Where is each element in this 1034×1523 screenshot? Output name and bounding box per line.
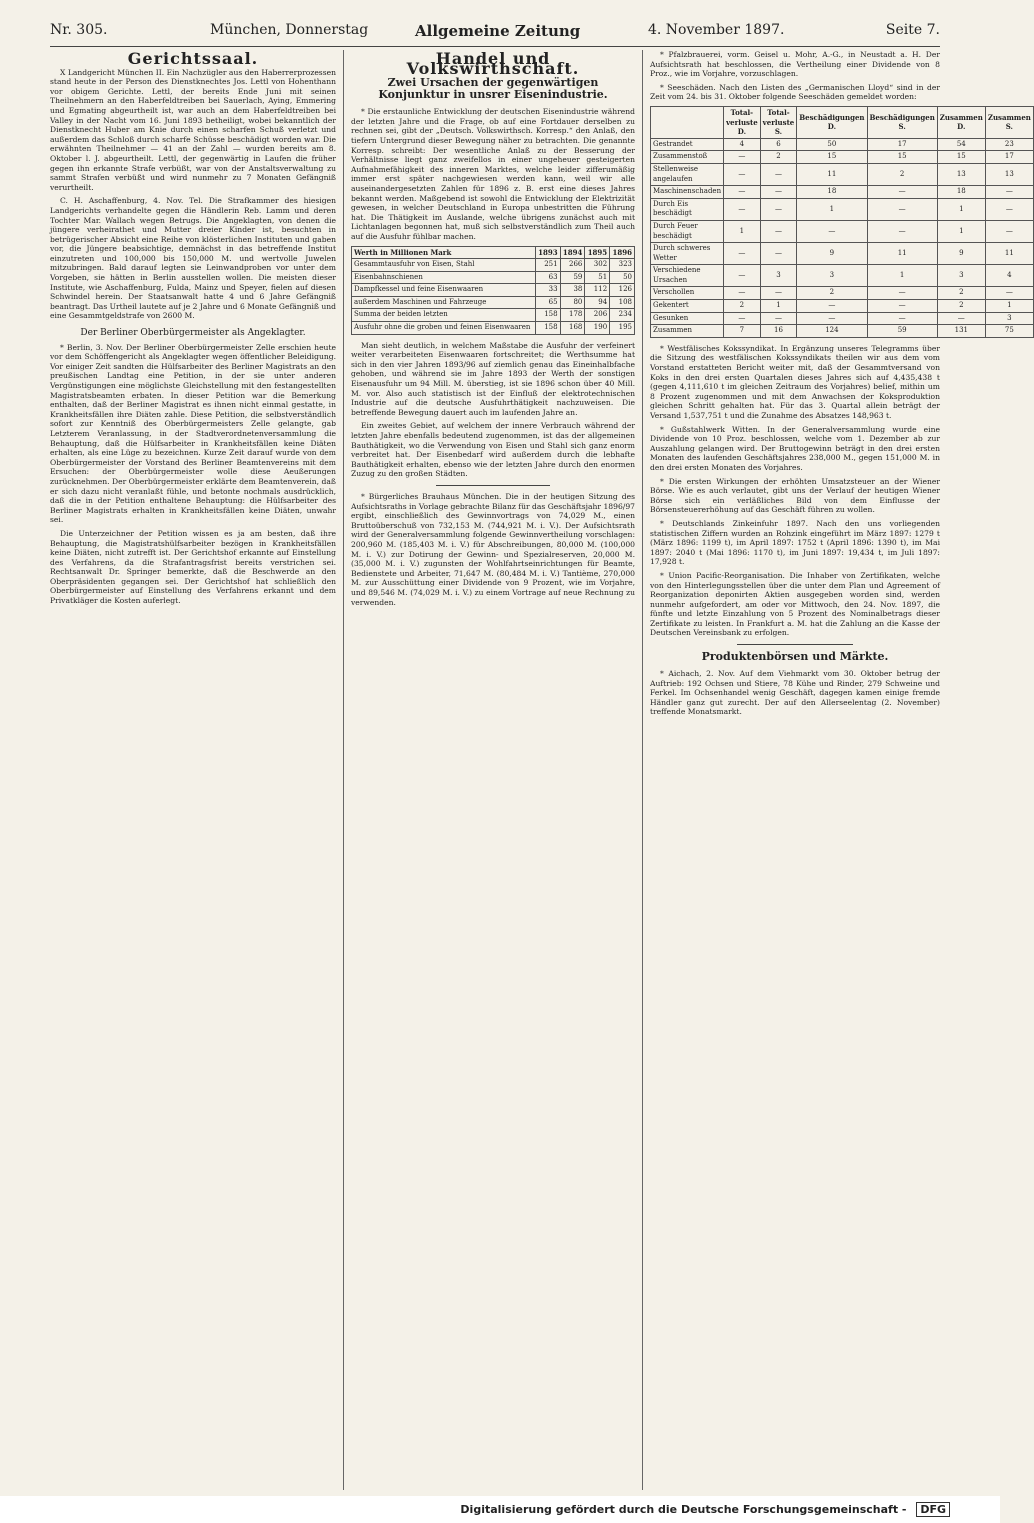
table-cell: 323 (610, 259, 635, 272)
table-cell: 11 (985, 243, 1033, 265)
table-cell: Gekentert (651, 300, 724, 313)
table-header-cell: Total-verluste S. (760, 106, 797, 138)
table-cell: 4 (724, 138, 761, 151)
table-cell: — (724, 163, 761, 185)
table-header-cell (651, 106, 724, 138)
table-cell: — (985, 220, 1033, 242)
table-row (651, 138, 1034, 151)
table-cell: 108 (610, 296, 635, 309)
table-cell: Eisenbahnschienen (352, 271, 536, 284)
article-text: X Landgericht München II. Ein Nachzügler aus den Haberrerprozessen stand heute in der Person des Dienstknechtes Jos. Lettl von Hohenthann vor obigem Gerichte. Lettl, der bereits Ende Juni mit seinen Theilnehmern an den Haberfeldtreiben bei Sauerlach, Aying, Emmering und Egmating abgeurtheilt ist, war auch an dem Haberfeldtreiben bei Valley in der Nacht vom 16. Juni 1893 betheiligt, wobei bekanntlich der Dienstknecht Huber am Knie durch einen scharfen Schuß verletzt und außerdem das Schloß durch scharfe Schüsse beschädigt worden war. Die erwähnten Theilnehmer — 41 an der Zahl — wurden bereits am 8. Oktober l. J. abgeurtheilt. Lettl, der gegenwärtig in Laufen die früher gegen ihn erkannte Strafe verbüßt, war von der Anstaltsverwaltung zu sammt Strafen verbüßt und wird nunmehr zu 7 Monaten Gefängniß verurtheilt. (50, 67, 336, 192)
table-cell: 158 (535, 309, 560, 322)
table-cell: — (724, 312, 761, 325)
article-text: * Pfalzbrauerei, vorm. Geisel u. Mohr, A.-G., in Neustadt a. H. Der Aufsichtsrath hat beschlossen, die Vertheilung einer Dividende von 8 Proz., wie im Vorjahre, vorzuschlagen. (650, 50, 940, 79)
table-cell: Zusammen (651, 325, 724, 338)
footer-bar (0, 1496, 1000, 1523)
table-cell: 50 (797, 138, 867, 151)
table-cell: 112 (585, 284, 610, 297)
page-number: Seite 7. (885, 22, 940, 38)
table-cell: 2 (867, 163, 937, 185)
sea-damage-header-row (651, 106, 1034, 138)
table-header-cell: Beschädigungen S. (867, 106, 937, 138)
table-cell: Stellenweise angelaufen (651, 163, 724, 185)
article-separator (737, 644, 853, 645)
article-text: * Bürgerliches Brauhaus München. Die in der heutigen Sitzung des Aufsichtsraths in Vorlage gebrachte Bilanz für das Geschäftsjahr 1896/97 ergibt, einschließlich des Gewinnvortrags von 74,029 M., einen Bruttoüberschuß von 732,153 M. (744,921 M. i. V.). Der Aufsichtsrath wird der Generalversammlung folgende Gewinnvertheilung vorschlagen: 200,960 M. (185,403 M. i. V.) für Abschreibungen, 80,000 M. (100,000 M. i. V.) zur Dotirung der Gewinn- und Spezialreserven, 20,000 M. (35,000 M. i. V.) zugunsten der Wohlfahrtseinrichtungen für Beamte, Bedienstete und Arbeiter, 71,647 M. (80,484 M. i. V.) Tantième, 270,000 M. zur Ausschüttung einer Dividende von 9 Prozent, wie im Vorjahre, und 89,546 M. (74,029 M. i. V.) zu einem Vortrage auf neue Rechnung zu verwenden. (351, 491, 635, 607)
table-cell: 15 (797, 151, 867, 164)
table-cell: Durch Eis beschädigt (651, 198, 724, 220)
table-cell: 16 (760, 325, 797, 338)
table-cell: 2 (937, 287, 985, 300)
table-cell: — (867, 312, 937, 325)
table-cell: 13 (985, 163, 1033, 185)
article-text: * Deutschlands Zinkeinfuhr 1897. Nach den uns vorliegenden statistischen Ziffern wurden an Rohzink eingeführt im März 1897: 1279 t (März 1896: 1199 t), im April 1897: 1752 t (April 1896: 1390 t), im Mai 1897: 2040 t (Mai 1896: 1170 t), im Juni 1897: 19,434 t, im Juli 1897: 17,928 t. (650, 518, 940, 567)
table-cell: 23 (985, 138, 1033, 151)
table-cell: 38 (560, 284, 585, 297)
article-text: * Union Pacific-Reorganisation. Die Inhaber von Zertifikaten, welche von den Hinterlegungsstellen über die unter dem Plan und Agreement of Reorganization deponirten Aktien ausgegeben worden sind, werden nunmehr aufgefordert, am oder vor Mittwoch, den 24. Nov. 1897, die fünfte und letzte Einzahlung von 5 Prozent des Nominalbetrags dieser Zertifikate zu leisten. In Frankfurt a. M. hat die Zahlung an die Kasse der Deutschen Vereinsbank zu erfolgen. (650, 570, 940, 638)
sea-damage-table (650, 106, 1034, 338)
footer-text: Digitalisierung gefördert durch die Deutsche Forschungsgemeinschaft - (460, 1503, 911, 1516)
table-cell: — (760, 287, 797, 300)
table-cell: — (867, 220, 937, 242)
table-cell: — (985, 198, 1033, 220)
table-cell: — (867, 198, 937, 220)
article-headline: Zwei Ursachen der gegenwärtigen Konjunktur in unsrer Eisenindustrie. (378, 76, 608, 102)
table-row (651, 287, 1034, 300)
table-cell: 3 (797, 265, 867, 287)
table-cell: — (724, 287, 761, 300)
year-header: 1894 (560, 246, 585, 259)
table-header-cell: Total-verluste D. (724, 106, 761, 138)
table-row (352, 284, 635, 297)
article-separator (436, 485, 550, 486)
article-text: * Die ersten Wirkungen der erhöhten Umsatzsteuer an der Wiener Börse. Wie es auch verlautet, gibt uns der Verlauf der heutigen Wiener Börse sich ein verläßliches Bild von dem Einflusse der Börsensteuererhöhung auf das Geschäft führen zu wollen. (650, 476, 940, 515)
year-header: 1896 (610, 246, 635, 259)
year-header: 1893 (535, 246, 560, 259)
table-cell: 15 (867, 151, 937, 164)
table-row (651, 312, 1034, 325)
dfg-logo: DFG (916, 1502, 950, 1517)
table-cell: 94 (585, 296, 610, 309)
table-cell: 2 (797, 287, 867, 300)
section-title-gerichtssaal: Gerichtssaal. (127, 49, 259, 68)
table-cell: — (724, 198, 761, 220)
place-date: München, Donnerstag (210, 22, 369, 38)
table-cell: 190 (585, 322, 610, 335)
table-row (352, 271, 635, 284)
table-row (651, 265, 1034, 287)
section-title-produktenboersen: Produktenbörsen und Märkte. (701, 650, 889, 664)
article-subtitle: Der Berliner Oberbürgermeister als Angeklagter. (80, 328, 306, 339)
table-row (352, 322, 635, 335)
table-cell: 17 (867, 138, 937, 151)
table-cell: 63 (535, 271, 560, 284)
table-cell: — (867, 186, 937, 199)
table-row (651, 163, 1034, 185)
table-cell: — (724, 186, 761, 199)
table-cell: — (760, 186, 797, 199)
table-cell: 131 (937, 325, 985, 338)
table-cell: — (760, 243, 797, 265)
table-cell: — (985, 186, 1033, 199)
table-cell: 206 (585, 309, 610, 322)
table-cell: 126 (610, 284, 635, 297)
section-title-handel: Handel und Volkswirthschaft. (406, 49, 580, 78)
table-cell: — (724, 151, 761, 164)
table-row (651, 198, 1034, 220)
masthead: Allgemeine Zeitung (415, 22, 581, 40)
table-row (352, 259, 635, 272)
table-cell: 7 (724, 325, 761, 338)
table-cell: 4 (985, 265, 1033, 287)
table-cell: Dampfkessel und feine Eisenwaaren (352, 284, 536, 297)
table-row (651, 220, 1034, 242)
table-cell: 18 (797, 186, 867, 199)
article-text: * Aichach, 2. Nov. Auf dem Viehmarkt vom 30. Oktober betrug der Auftrieb: 192 Ochsen und Stiere, 78 Kühe und Rinder, 279 Schweine und Ferkel. Im Ochsenhandel wenig Geschäft, dagegen kamen einige fremde Händler ganz gut zurecht. Der auf den Allerseelentag (2. November) treffende Monatsmarkt. (650, 669, 940, 717)
table-row (651, 186, 1034, 199)
table-cell: Verschollen (651, 287, 724, 300)
table-cell: 234 (610, 309, 635, 322)
table-header-cell: Beschädigungen D. (797, 106, 867, 138)
table-cell: — (724, 265, 761, 287)
table-cell: Zusammenstoß (651, 151, 724, 164)
table-cell: 266 (560, 259, 585, 272)
table-cell: — (797, 312, 867, 325)
table-cell: Gestrandet (651, 138, 724, 151)
table-cell: 3 (985, 312, 1033, 325)
article-text: Man sieht deutlich, in welchem Maßstabe die Ausfuhr der verfeinert weiter verarbeiteten Eisenwaaren fortschreitet; die Werthsumme hat sich in den vier Jahren 1893/96 auf ziemlich genau das Eineinhalbfache gehoben, und während sie im Jahre 1893 der Werth der sonstigen Eisenausfuhr um 94 Mill. M. überstieg, ist sie 1896 schon über 40 Mill. M. vor. Also auch statistisch ist der Einfluß der elektrotechnischen Industrie auf die deutsche Ausfuhrthätigkeit nachzuweisen. Die betreffende Bewegung dauert auch im laufenden Jahre an. (351, 340, 635, 417)
table-cell: 1 (937, 198, 985, 220)
table-row (651, 151, 1034, 164)
footer-credit (460, 1502, 950, 1517)
table-row (651, 243, 1034, 265)
table-cell: 158 (535, 322, 560, 335)
table-cell: 33 (535, 284, 560, 297)
table-cell: 9 (937, 243, 985, 265)
table-row (651, 325, 1034, 338)
table-cell: — (985, 287, 1033, 300)
table-header-cell: Zusammen D. (937, 106, 985, 138)
table-cell: 65 (535, 296, 560, 309)
table-cell: 3 (760, 265, 797, 287)
table-cell: 1 (724, 220, 761, 242)
year-header: 1895 (585, 246, 610, 259)
table-cell: 3 (937, 265, 985, 287)
table-cell: 1 (867, 265, 937, 287)
table-cell: 18 (937, 186, 985, 199)
article-text: * Berlin, 3. Nov. Der Berliner Oberbürgermeister Zelle erschien heute vor dem Schöffengericht als Angeklagter wegen öffentlicher Beleidigung. Vor einiger Zeit sandten die Hülfsarbeiter des Berliner Magistrats an den preußischen Landtag eine Petition, in der sie unter anderen Vergünstigungen eine möglichste Gleichstellung mit den festangestellten Magistratsbeamten erbaten. In dieser Petition war die Bemerkung enthalten, daß der Berliner Magistrat es ihnen nicht einmal gestatte, in Krankheitsfällen ihre Diäten zahle. Diese Petition, die selbstverständlich sofort zur Kenntniß des Oberbürgermeisters Zelle gelangte, gab Letzterem Veranlassung, in der Stadtverordnetenversammlung die Behauptung, daß die Hülfsarbeiter in Krankheitsfällen keine Diäten erhalten, als eine Lüge zu bezeichnen. Kurze Zeit darauf wurde von dem Oberbürgermeister der Vorstand des Berliner Beamtenvereins mit dem Ersuchen: der Oberbürgermeister wolle diese Aeußerungen zurücknehmen. Der Oberbürgermeister erklärte dem Beamtenverein, daß er sich dazu nicht veranlaßt fühle, und betonte nochmals ausdrücklich, daß die in der Petition enthaltene Behauptung: die Hülfsarbeiter des Berliner Magistrats erhalten in Krankheitsfällen keine Diäten, unwahr sei. (50, 342, 336, 525)
table-cell: Ausfuhr ohne die groben und feinen Eisenwaaren (352, 322, 536, 335)
export-table (351, 246, 635, 335)
table-header-cell: Zusammen S. (985, 106, 1033, 138)
table-cell: 11 (797, 163, 867, 185)
table-cell: 1 (797, 198, 867, 220)
table-cell: — (724, 243, 761, 265)
table-cell: 9 (797, 243, 867, 265)
export-table-body (352, 259, 635, 335)
table-cell: 195 (610, 322, 635, 335)
column-3 (650, 50, 1031, 1490)
table-cell: 1 (760, 300, 797, 313)
table-cell: Durch schweres Wetter (651, 243, 724, 265)
table-cell: 2 (937, 300, 985, 313)
table-cell: 2 (724, 300, 761, 313)
table-cell: — (760, 312, 797, 325)
table-cell: Gesunken (651, 312, 724, 325)
table-cell: — (867, 300, 937, 313)
article-text: * Gußstahlwerk Witten. In der Generalversammlung wurde eine Dividende von 10 Proz. beschlossen, welche vom 1. Dezember ab zur Auszahlung gelangen wird. Der Bruttogewinn beträgt in den drei ersten Monaten des laufenden Geschäftsjahres 238,000 M., gegen 151,000 M. in den drei ersten Monaten des Vorjahres. (650, 424, 940, 472)
article-text: * Westfälisches Kokssyndikat. In Ergänzung unseres Telegramms über die Sitzung des westfälischen Kokssyndikats theilen wir aus dem vom Vorstand erstatteten Bericht weiter mit, daß der Gesammtversand von Koks in den drei ersten Quartalen dieses Jahres sich auf 4,435,438 t (gegen 4,111,610 t im gleichen Zeitraum des Vorjahres) belief, mithin um 8 Prozent zugenommen und mit dem Anwachsen der Koksproduktion gleichen Schritt gehalten hat. Für das 3. Quartal allein beträgt der Versand 1,537,751 t und die Zunahme des Absatzes 148,963 t. (650, 343, 940, 420)
sea-damage-table-body (651, 138, 1034, 337)
issue-date: 4. November 1897. (648, 22, 785, 38)
table-cell: 80 (560, 296, 585, 309)
table-cell: — (760, 198, 797, 220)
article-text: Die Unterzeichner der Petition wissen es ja am besten, daß ihre Behauptung, die Magistratshülfsarbeiter bezögen in Krankheitsfällen keine Diäten, nicht zutrefft ist. Der Gerichtshof erkannte auf Einstellung des Verfahrens, da die Strafantragsfrist bereits verstrichen sei. Rechtsanwalt Dr. Springer bemerkte, daß die Beschwerde an den Oberpräsidenten gegangen sei. Der Gerichtshof hat schließlich den Oberbürgermeister auf Einstellung des Verfahrens erkannt und dem Privatkläger die Kosten auferlegt. (50, 528, 336, 606)
table-cell: 15 (937, 151, 985, 164)
table-cell: 13 (937, 163, 985, 185)
table-cell: 59 (867, 325, 937, 338)
header-rule (50, 46, 940, 47)
table-cell: 1 (937, 220, 985, 242)
table-cell: 1 (985, 300, 1033, 313)
table-cell: — (797, 300, 867, 313)
table-cell: 75 (985, 325, 1033, 338)
table-cell: — (937, 312, 985, 325)
article-text: * Seeschäden. Nach den Listen des „Germanischen Lloyd“ sind in der Zeit vom 24. bis 31. Oktober folgende Seeschäden gemeldet worden: (650, 82, 940, 102)
article-text: Ein zweites Gebiet, auf welchem der innere Verbrauch während der letzten Jahre ebenfalls bedeutend zugenommen, ist das der allgemeinen Bauthätigkeit, wo die Verwendung von Eisen und Stahl sich ganz enorm verbreitet hat. Der Eisenbedarf wird außerdem durch die lebhafte Bauthätigkeit erhalten, ebenso wie der letzten Jahre durch den enormen Zuzug zu den großen Städten. (351, 421, 635, 479)
table-cell: Gesammtausfuhr von Eisen, Stahl (352, 259, 536, 272)
table-cell: 50 (610, 271, 635, 284)
page-header (50, 22, 940, 44)
table-cell: 11 (867, 243, 937, 265)
table-cell: 124 (797, 325, 867, 338)
table-cell: 6 (760, 138, 797, 151)
table-cell: 168 (560, 322, 585, 335)
table-row (651, 300, 1034, 313)
table-caption: Werth in Millionen Mark (352, 246, 536, 259)
table-row (352, 296, 635, 309)
article-text: C. H. Aschaffenburg, 4. Nov. Tel. Die Strafkammer des hiesigen Landgerichts verhandelte gegen die Händlerin Reb. Lamm und deren Tochter Mar. Wallach wegen Betrugs. Die Angeklagten, von denen die jüngere verheirathet und Mutter dreier Kinder ist, besuchten in betrügerischer Absicht eine Reihe von klösterlichen Instituten und gaben vor, die Jüngere beabsichtige, demnächst in das betreffende Institut einzutreten und 100,000 bis 150,000 M. und wertvolle Juwelen mitzubringen. Bald darauf legten sie Leinwandproben vor unter dem Vorgeben, sie hätten in Berlin ausstellen wollen. Die meisten dieser Institute, wie Aschaffenburg, Fulda, Mainz und Speyer, fielen auf diesen Schwindel herein. Der Staatsanwalt hatte 4 und 6 Jahre Gefängniß beantragt. Das Urtheil lautete auf je 2 Jahre und 6 Monate Gefängniß und eine Gesammtgeldstrafe von 2600 M. (50, 196, 337, 321)
issue-number: Nr. 305. (50, 22, 108, 38)
table-cell: 178 (560, 309, 585, 322)
table-cell: — (760, 220, 797, 242)
table-cell: außerdem Maschinen und Fahrzeuge (352, 296, 536, 309)
article-text: * Die erstaunliche Entwicklung der deutschen Eisenindustrie während der letzten Jahre und die Frage, ob auf eine Fortdauer derselben zu rechnen sei, gibt der „Deutsch. Volkswirthsch. Korresp.“ den Anlaß, den tiefern Untergrund dieser Bewegung näher zu betrachten. Die genannte Korresp. schreibt: Der wesentliche Anlaß zu der Besserung der Verhältnisse liegt ganz zweifellos in einer ungeheuer gesteigerten Aufnahmefähigkeit des inneren Marktes, welche leider zifferumäßig immer erst später nachgewiesen werden kann, weil wir alle auseinandergesetzten Zahlen für 1896 z. B. erst eine dieses Jahres bekannt werden. Maßgebend ist sowohl die Entwicklung der Elektrizität gewesen, in welcher Deutschland in Europa unbestritten die Führung hat. Die Thätigkeit im Auslande, welche übrigens zunächst auch mit Lichtanlagen begonnen hat, muß sich selbstverständlich zum Theil auch auf die Ausfuhr fühlbar machen. (351, 107, 635, 241)
table-cell: 302 (585, 259, 610, 272)
table-cell: — (867, 287, 937, 300)
table-row (352, 309, 635, 322)
table-cell: Durch Feuer beschädigt (651, 220, 724, 242)
table-cell: — (797, 220, 867, 242)
column-1 (50, 50, 336, 1490)
table-cell: Verschiedene Ursachen (651, 265, 724, 287)
column-2 (351, 50, 635, 1490)
table-cell: 251 (535, 259, 560, 272)
table-cell: 54 (937, 138, 985, 151)
table-cell: 2 (760, 151, 797, 164)
table-cell: Summa der beiden letzten (352, 309, 536, 322)
table-cell: Maschinenschaden (651, 186, 724, 199)
table-cell: 17 (985, 151, 1033, 164)
table-cell: 59 (560, 271, 585, 284)
column-divider-2 (642, 50, 643, 1490)
table-cell: 51 (585, 271, 610, 284)
column-divider-1 (343, 50, 344, 1490)
table-cell: — (760, 163, 797, 185)
